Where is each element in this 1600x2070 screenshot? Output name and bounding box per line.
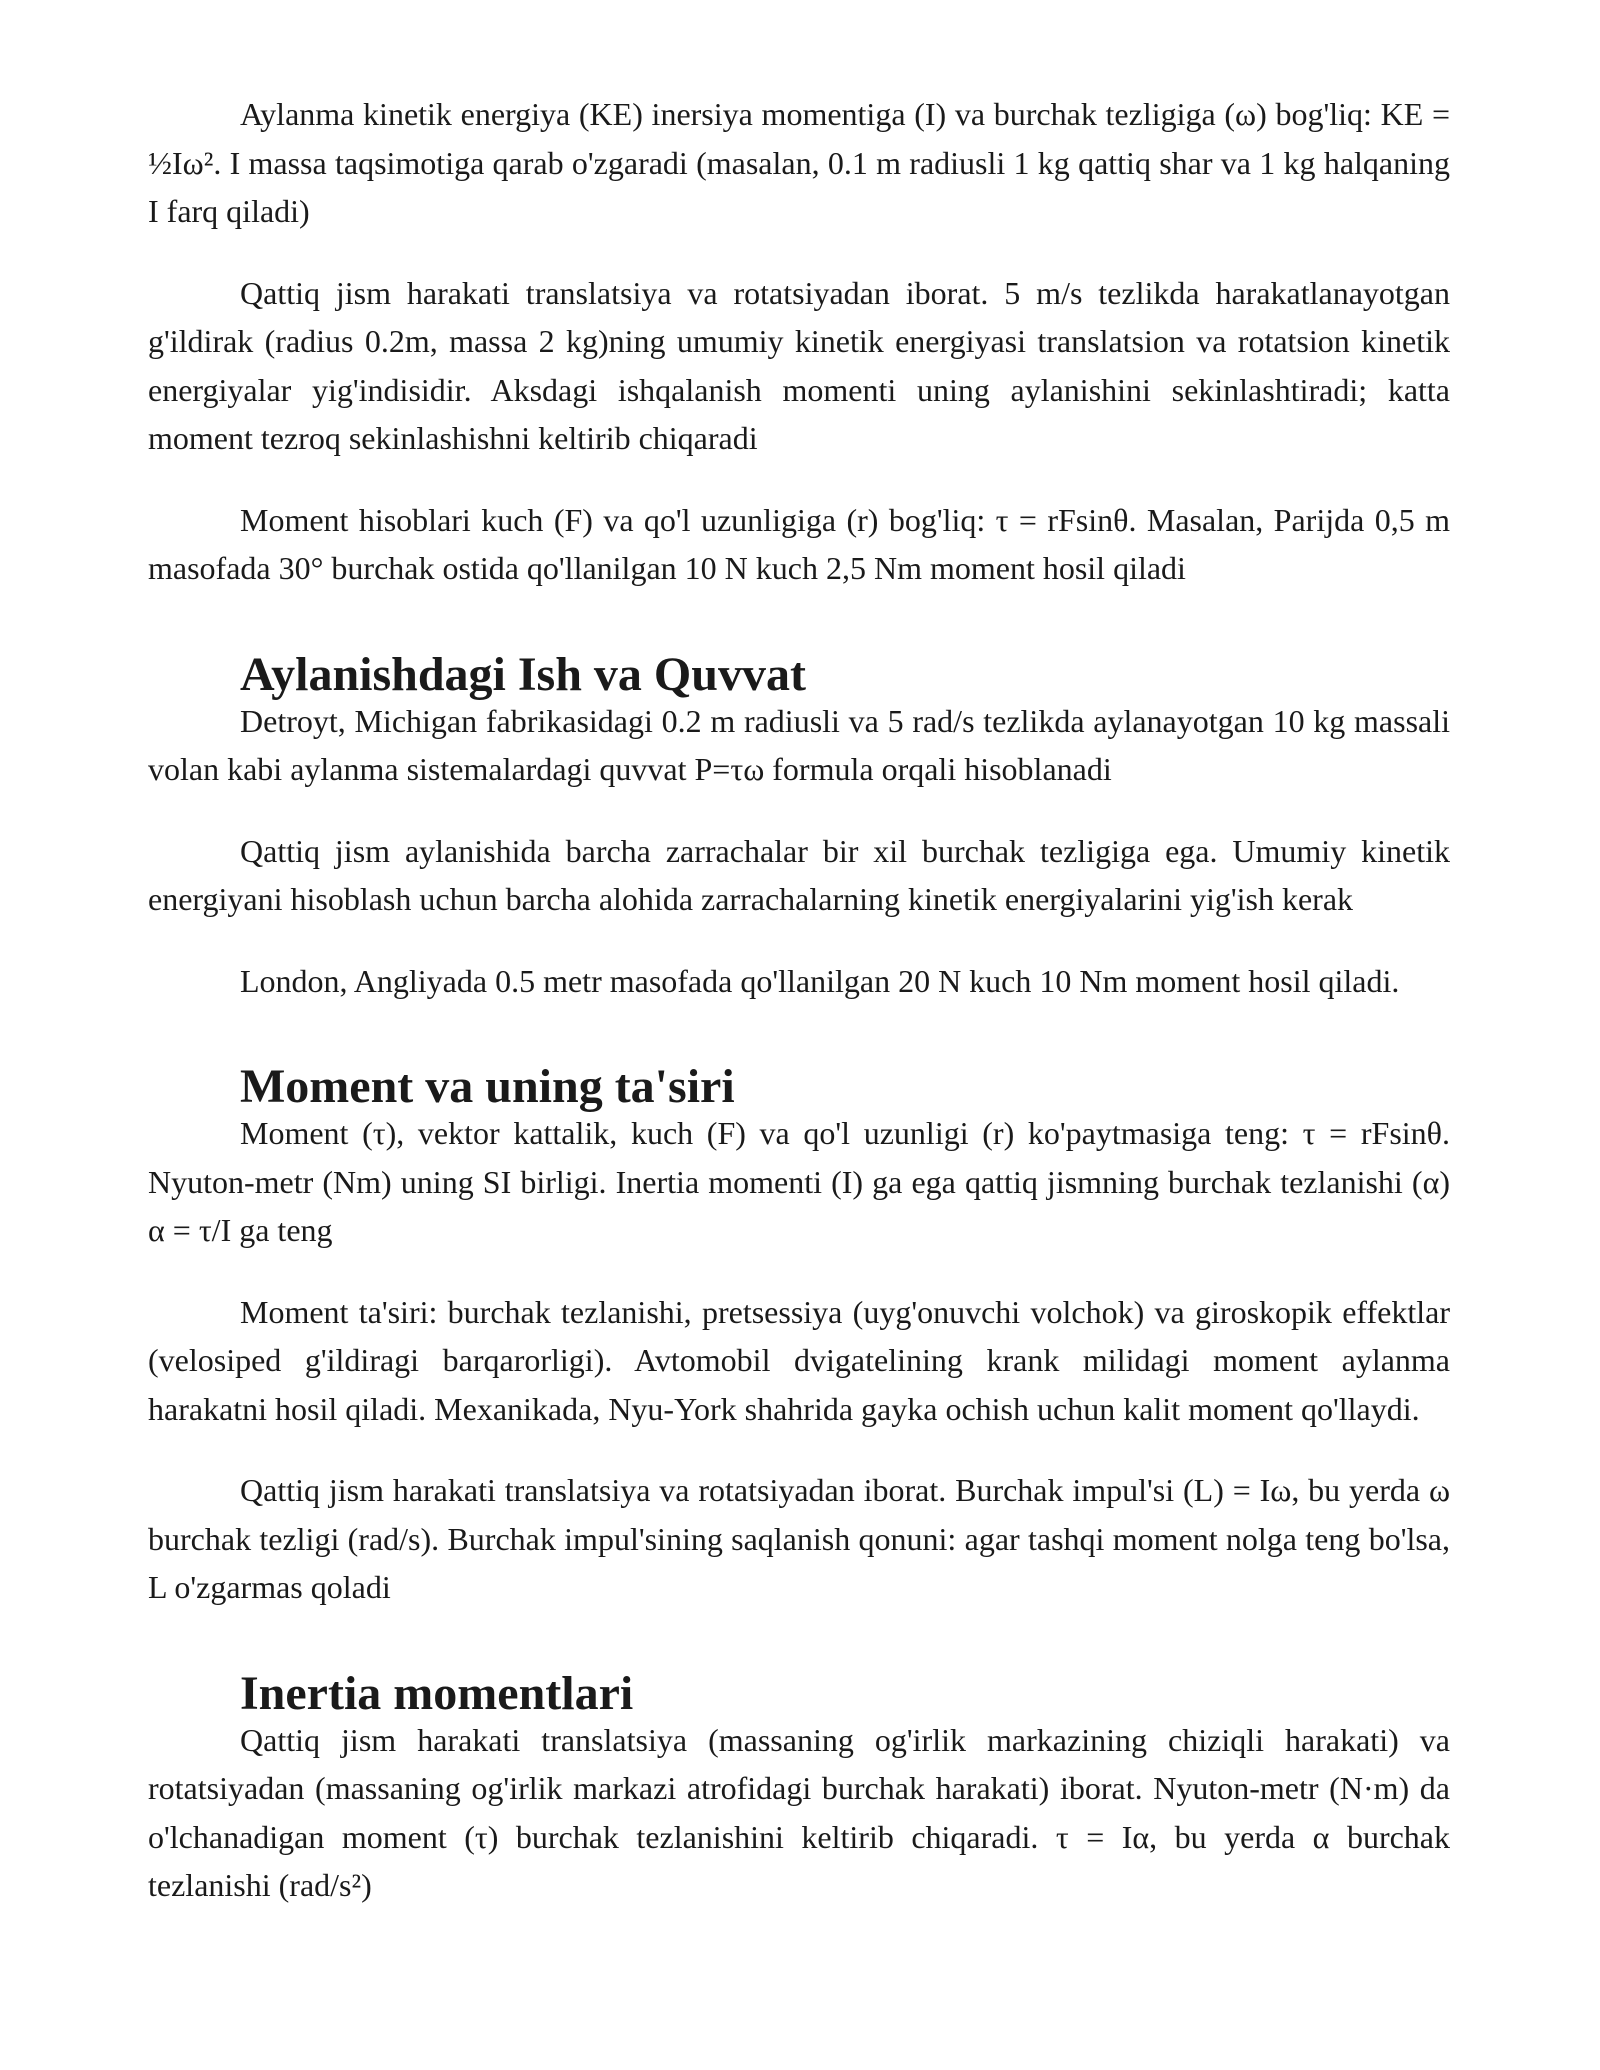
paragraph-torque-effects: Moment ta'siri: burchak tezlanishi, pretsessiya (uyg'onuvchi volchok) va giroskopik effektlar (velosiped g'ildiragi barqarorligi). Avtomobil dvigatelining krank milidagi moment aylanma harakatni hosil qiladi. Mexanikada, Nyu-York shahrida gayka ochish uchun kalit moment qo'llaydi. <box>148 1293 1450 1427</box>
paragraph-angular-velocity: Qattiq jism aylanishida barcha zarrachalar bir xil burchak tezligiga ega. Umumiy kinetik energiyani hisoblash uchun barcha alohida zarrachalarning kinetik energiyalarini yig'ish kerak <box>148 832 1450 917</box>
paragraph-london-torque: London, Angliyada 0.5 metr masofada qo'llanilgan 20 N kuch 10 Nm moment hosil qiladi. <box>240 962 1400 999</box>
heading-work-and-power: Aylanishdagi Ish va Quvvat <box>240 647 806 701</box>
section-torque-effect <box>148 1060 1450 1612</box>
paragraph-inertia-motion: Qattiq jism harakati translatsiya (massaning og'irlik markazining chiziqli harakati) va rotatsiyadan (massaning og'irlik markazi atrofidagi burchak harakati) iborat. Nyuton-metr (N·m) da o'lchanadigan moment (τ) burchak tezlanishini keltirib chiqaradi. τ = Iα, bu yerda α burchak tezlanishi (rad/s²) <box>148 1721 1450 1903</box>
paragraph-angular-momentum: Qattiq jism harakati translatsiya va rotatsiyadan iborat. Burchak impul'si (L) = Iω, bu yerda ω burchak tezligi (rad/s). Burchak impul'sining saqlanish qonuni: agar tashqi moment nolga teng bo'lsa, L o'zgarmas qoladi <box>148 1472 1450 1605</box>
paragraph-rigid-body-wheel: Qattiq jism harakati translatsiya va rotatsiyadan iborat. 5 m/s tezlikda harakatlanayotgan g'ildirak (radius 0.2m, massa 2 kg)ning umumiy kinetik energiyasi translatsion va rotatsion kinetik energiyalar yig'indisidir. Aksdagi ishqalanish momenti uning aylanishini sekinlashtiradi; katta moment tezroq sekinlashishni keltirib chiqaradi <box>148 274 1450 456</box>
paragraph-flywheel-power: Detroyt, Michigan fabrikasidagi 0.2 m radiusli va 5 rad/s tezlikda aylanayotgan 10 kg massali volan kabi aylanma sistemalardagi quvvat P=τω formula orqali hisoblanadi <box>148 702 1450 787</box>
heading-moments-of-inertia: Inertia momentlari <box>240 1666 634 1720</box>
section-moments-of-inertia <box>148 1666 1450 1910</box>
section-work-and-power <box>148 647 1450 1006</box>
paragraph-torque-definition: Moment (τ), vektor kattalik, kuch (F) va qo'l uzunligi (r) ko'paytmasiga teng: τ = rFsinθ. Nyuton-metr (Nm) uning SI birligi. Inertia momenti (I) ga ega qattiq jismning burchak tezlanishi (α) α = τ/I ga teng <box>148 1115 1450 1248</box>
heading-torque-effect: Moment va uning ta'siri <box>240 1060 735 1113</box>
paragraph-rotational-kinetic-energy: Aylanma kinetik energiya (KE) inersiya momentiga (I) va burchak tezligiga (ω) bog'liq: KE = ½Iω². I massa taqsimotiga qarab o'zgaradi (masalan, 0.1 m radiusli 1 kg qattiq shar va 1 kg halqaning I farq qiladi) <box>148 96 1450 229</box>
document-page <box>148 90 1450 1943</box>
paragraph-torque-calculation: Moment hisoblari kuch (F) va qo'l uzunligiga (r) bog'liq: τ = rFsinθ. Masalan, Parijda 0,5 m masofada 30° burchak ostida qo'llanilgan 10 N kuch 2,5 Nm moment hosil qiladi <box>148 501 1450 586</box>
